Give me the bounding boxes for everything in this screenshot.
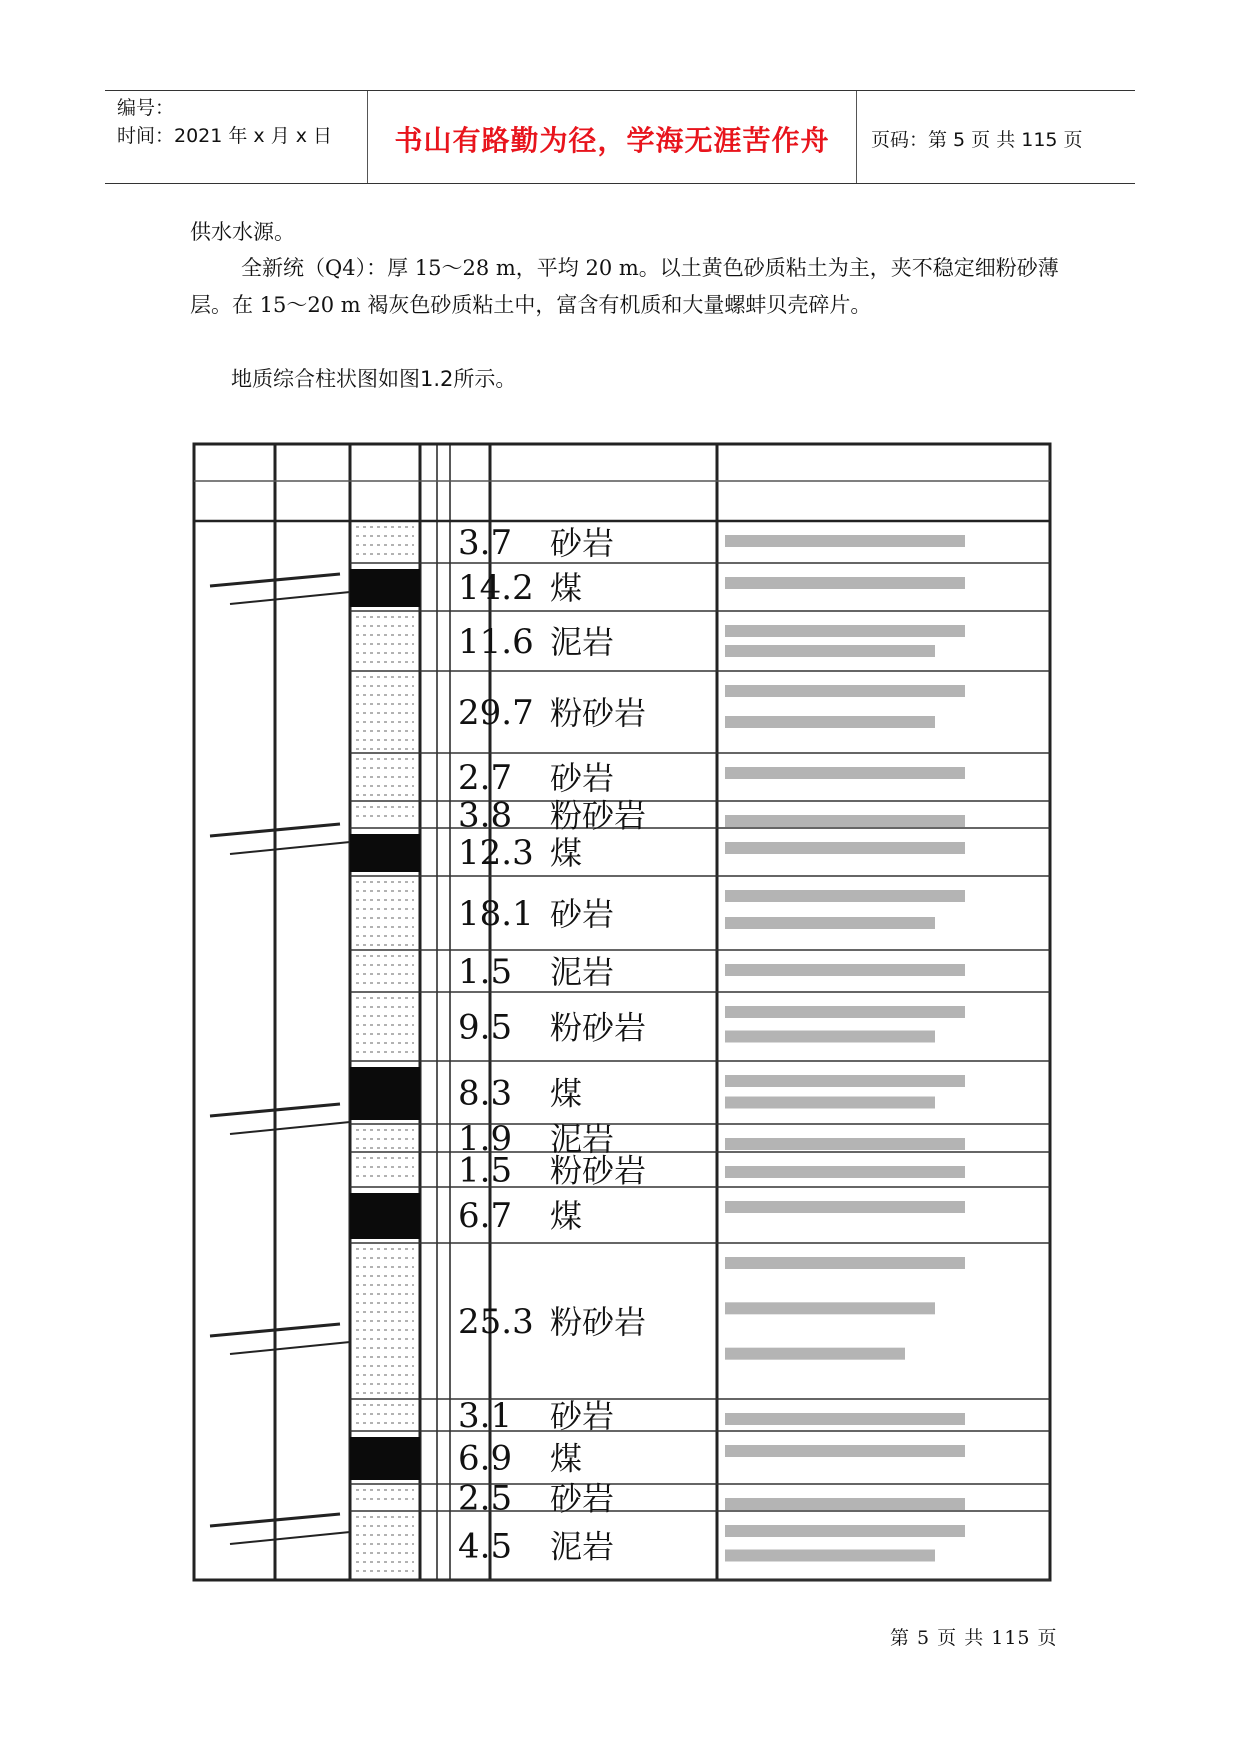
layer-thickness: 9.5 bbox=[458, 1007, 513, 1048]
layer-rock-name: 煤 bbox=[550, 569, 583, 607]
layer-rock-name: 粉砂岩 bbox=[550, 694, 647, 732]
date-line: 时间：2021 年 x 月 x 日 bbox=[117, 125, 333, 147]
description-blur bbox=[725, 1097, 935, 1109]
description-blur bbox=[725, 1302, 935, 1314]
description-blur bbox=[725, 535, 965, 547]
description-blur bbox=[725, 917, 935, 929]
coal-layer bbox=[350, 834, 420, 872]
layer-rock-name: 泥岩 bbox=[550, 1527, 615, 1566]
header-motto: 书山有路勤为径，学海无涯苦作舟 bbox=[394, 124, 830, 157]
layer-rock-name: 泥岩 bbox=[550, 1120, 615, 1158]
layer-thickness: 25.3 bbox=[458, 1302, 534, 1342]
description-blur bbox=[725, 1006, 965, 1018]
description-blur bbox=[725, 964, 965, 976]
header-left-cell bbox=[105, 91, 368, 183]
paragraph-0: 供水水源。 bbox=[190, 220, 295, 244]
layer-thickness: 11.6 bbox=[458, 622, 534, 662]
layer-rock-name: 煤 bbox=[550, 1439, 583, 1478]
description-blur bbox=[725, 716, 935, 728]
description-blur bbox=[725, 1138, 965, 1150]
layer-thickness: 8.3 bbox=[458, 1073, 513, 1114]
description-blur bbox=[725, 1031, 935, 1043]
description-blur bbox=[725, 1348, 905, 1360]
coal-layer bbox=[350, 569, 420, 607]
stratigraphic-column-svg bbox=[190, 436, 1056, 1586]
layer-thickness: 14.2 bbox=[458, 568, 534, 608]
layer-thickness: 3.7 bbox=[458, 523, 513, 563]
paragraph-2: 地质综合柱状图如图1.2所示。 bbox=[231, 367, 517, 391]
layer-rock-name: 粉砂岩 bbox=[550, 1151, 647, 1190]
layer-rock-name: 砂岩 bbox=[550, 895, 615, 933]
layer-rock-name: 粉砂岩 bbox=[550, 1303, 647, 1341]
description-blur bbox=[725, 645, 935, 657]
layer-rock-name: 煤 bbox=[550, 834, 583, 872]
coal-layer bbox=[350, 1437, 420, 1480]
description-blur bbox=[725, 1525, 965, 1537]
description-blur bbox=[725, 1445, 965, 1457]
layer-thickness: 1.5 bbox=[458, 1150, 513, 1191]
layer-rock-name: 泥岩 bbox=[550, 953, 615, 991]
layer-rock-name: 砂岩 bbox=[550, 1479, 615, 1518]
unit-stroke bbox=[230, 842, 350, 854]
description-blur bbox=[725, 577, 965, 589]
layer-rock-name: 粉砂岩 bbox=[550, 796, 647, 835]
layer-thickness: 1.5 bbox=[458, 952, 513, 992]
description-blur bbox=[725, 767, 965, 779]
stratigraphic-column-figure bbox=[190, 436, 1056, 1586]
layer-thickness: 18.1 bbox=[458, 894, 534, 934]
layer-thickness: 2.5 bbox=[458, 1478, 513, 1519]
layer-rock-name: 砂岩 bbox=[550, 759, 615, 797]
description-blur bbox=[725, 625, 965, 637]
layer-thickness: 1.9 bbox=[458, 1119, 513, 1159]
description-blur bbox=[725, 842, 965, 854]
unit-stroke bbox=[230, 1532, 350, 1544]
header-motto-cell bbox=[368, 91, 857, 183]
description-blur bbox=[725, 815, 965, 827]
layer-rock-name: 粉砂岩 bbox=[550, 1008, 647, 1047]
layer-thickness: 6.9 bbox=[458, 1438, 513, 1479]
layer-rock-name: 煤 bbox=[550, 1074, 583, 1113]
description-blur bbox=[725, 1075, 965, 1087]
unit-stroke bbox=[230, 592, 350, 604]
layer-thickness: 29.7 bbox=[458, 693, 534, 733]
description-blur bbox=[725, 1550, 935, 1562]
layer-thickness: 6.7 bbox=[458, 1196, 513, 1236]
layer-rock-name: 砂岩 bbox=[550, 524, 615, 562]
description-blur bbox=[725, 1201, 965, 1213]
layer-thickness: 3.1 bbox=[458, 1396, 513, 1436]
description-blur bbox=[725, 1166, 965, 1178]
layer-thickness: 4.5 bbox=[458, 1526, 513, 1567]
unit-stroke bbox=[230, 1342, 350, 1354]
description-blur bbox=[725, 1257, 965, 1269]
layer-thickness: 3.8 bbox=[458, 795, 513, 836]
page-footer: 第 5 页 共 115 页 bbox=[890, 1627, 1058, 1649]
header-right-cell bbox=[857, 91, 1135, 183]
description-blur bbox=[725, 1498, 965, 1510]
layer-thickness: 2.7 bbox=[458, 758, 513, 798]
description-blur bbox=[725, 1413, 965, 1425]
description-blur bbox=[725, 685, 965, 697]
paragraph-1: 全新统（Q4）：厚 15～28 m，平均 20 m。以土黄色砂质粘土为主，夹不稳定细粉砂薄层。在 15～20 m 褐灰色砂质粘土中，富含有机质和大量螺蚌贝壳碎片。 bbox=[190, 256, 1059, 317]
description-blur bbox=[725, 890, 965, 902]
coal-layer bbox=[350, 1193, 420, 1239]
layer-thickness: 12.3 bbox=[458, 833, 534, 873]
coal-layer bbox=[350, 1067, 420, 1120]
layer-rock-name: 煤 bbox=[550, 1197, 583, 1235]
serial-label: 编号： bbox=[117, 97, 175, 119]
layer-rock-name: 砂岩 bbox=[550, 1397, 615, 1435]
layer-rock-name: 泥岩 bbox=[550, 623, 615, 661]
page-header bbox=[105, 90, 1135, 184]
unit-stroke bbox=[230, 1122, 350, 1134]
header-page-info: 页码：第 5 页 共 115 页 bbox=[871, 129, 1083, 151]
